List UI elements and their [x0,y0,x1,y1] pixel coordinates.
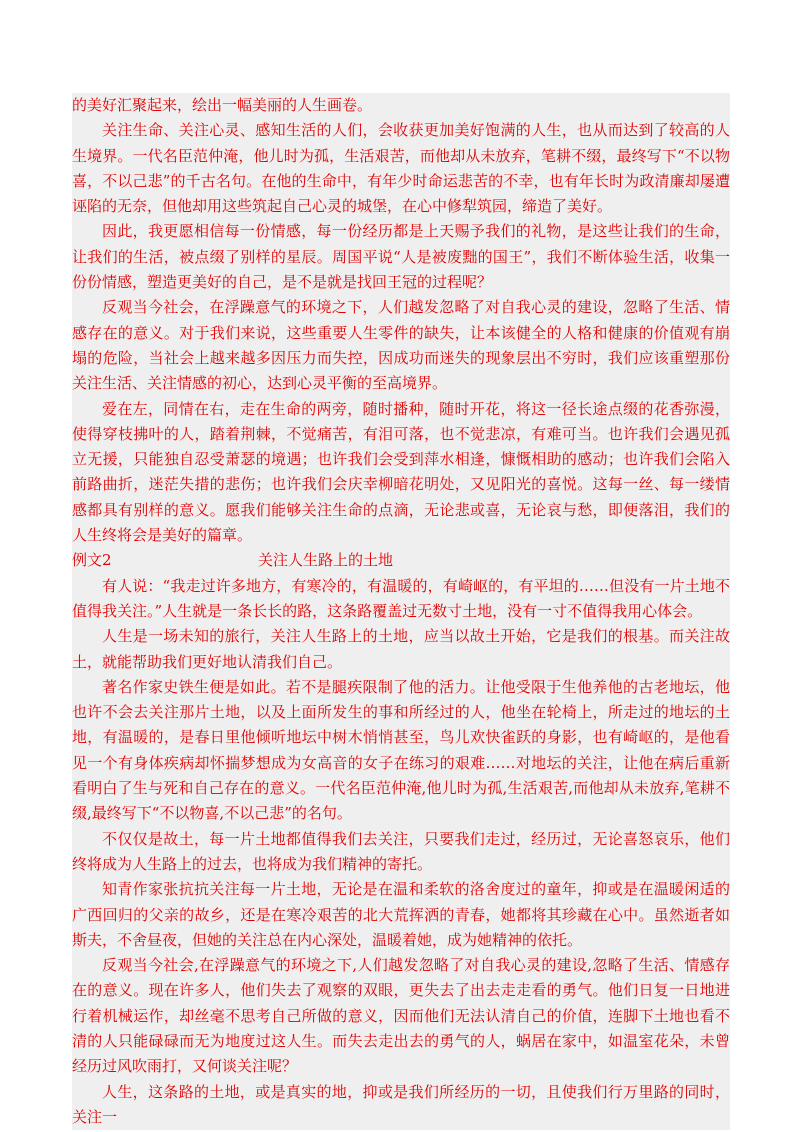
paragraph-top-5: 爱在左，同情在右，走在生命的两旁，随时播种，随时开花，将这一径长途点缀的花香弥漫，使得穿枝拂叶的人，踏着荆棘，不觉痛苦，有泪可落，也不觉悲凉，有难可当。也许我们会遇见孤立无援，只能独自忍受萧瑟的境遇；也许我们会受到萍水相逢，慷慨相助的感动；也许我们会陷入前路曲折，迷茫失措的悲伤；也许我们会庆幸柳暗花明处，又见阳光的喜悦。这每一丝、每一缕情感都具有别样的意义。愿我们能够关注生命的点滴，无论悲或喜，无论哀与愁，即便落泪，我们的人生终将会是美好的篇章。 [72,399,730,545]
paragraph-bottom-6: 反观当今社会,在浮躁意气的环境之下,人们越发忽略了对自我心灵的建设,忽略了生活、情感存在的意义。现在许多人，他们失去了观察的双眼，更失去了出去走走看的勇气。他们日复一日地进行着机械运作，却丝毫不思考自己所做的意义，因而他们无法认清自己的价值，连脚下土地也看不清的人只能碌碌而无为地度过这人生。而失去走出去的勇气的人，蜗居在家中，如温室花朵，未曾经历过风吹雨打，又何谈关注呢？ [72,956,730,1076]
paragraph-bottom-3: 著名作家史铁生便是如此。若不是腿疾限制了他的活力。让他受限于生他养他的古老地坛，他也许不会去关注那片土地，以及上面所发生的事和所经过的人，他坐在轮椅上，所走过的地坛的土地，有温暖的，是春日里他倾听地坛中树木悄悄甚至，鸟儿欢快雀跃的身影，也有崎岖的，是他看见一个有身体疾病却怀揣梦想成为女高音的女子在练习的艰难……对地坛的关注，让他在病后重新看明白了生与死和自己存在的意义。一代名臣范仲淹,他儿时为孤,生活艰苦,而他却从未放弃,笔耕不缀,最终写下“不以物喜,不以己悲”的名句。 [72,677,730,823]
paragraph-bottom-5: 知青作家张抗抗关注每一片土地，无论是在温和柔软的洛舍度过的童年，抑或是在温暖闲适的广西回归的父亲的故乡，还是在寒冷艰苦的北大荒挥洒的青春，她都将其珍藏在心中。虽然逝者如斯夫，不舍昼夜，但她的关注总在内心深处，温暖着她，成为她精神的依托。 [72,880,730,949]
paragraph-bottom-1: 有人说：“我走过许多地方，有寒冷的，有温暖的，有崎岖的，有平坦的……但没有一片土地不值得我关注。”人生就是一条长长的路，这条路覆盖过无数寸土地，没有一寸不值得我用心体会。 [72,576,730,620]
example-label: 例文2 [72,551,112,570]
paragraph-top-4: 反观当今社会，在浮躁意气的环境之下，人们越发忽略了对自我心灵的建设，忽略了生活、情感存在的意义。对于我们来说，这些重要人生零件的缺失，让本该健全的人格和健康的价值观有崩塌的危险，当社会上越来越多因压力而失控，因成功而迷失的现象层出不穷时，我们应该重塑那份关注生活、关注情感的初心，达到心灵平衡的至高境界。 [72,298,730,393]
paragraph-bottom-2: 人生是一场未知的旅行，关注人生路上的土地，应当以故土开始，它是我们的根基。而关注故土，就能帮助我们更好地认清我们自己。 [72,627,730,671]
example-heading [72,548,730,573]
paragraph-top-1: 的美好汇聚起来，绘出一幅美丽的人生画卷。 [72,96,373,114]
paragraph-bottom-7: 人生，这条路的土地，或是真实的地，抑或是我们所经历的一切，且使我们行万里路的同时，关注一 [72,1082,730,1126]
paragraph-top-2: 关注生命、关注心灵、感知生活的人们，会收获更加美好饱满的人生，也从而达到了较高的人生境界。一代名臣范仲淹，他儿时为孤，生活艰苦，而他却从未放弃，笔耕不缀，最终写下“不以物喜，不以己悲”的千古名句。在他的生命中，有年少时命运悲苦的不幸，也有年长时为政清廉却屡遭诬陷的无奈，但他却用这些筑起自己心灵的城堡，在心中修犁筑园，缔造了美好。 [72,121,730,216]
paragraph-bottom-4: 不仅仅是故土，每一片土地都值得我们去关注，只要我们走过，经历过，无论喜怒哀乐，他们终将成为人生路上的过去，也将成为我们精神的寄托。 [72,829,730,873]
paragraph-top-3: 因此，我更愿相信每一份情感，每一份经历都是上天赐予我们的礼物，是这些让我们的生命，让我们的生活，被点缀了别样的星辰。周国平说“人是被废黜的国王”，我们不断体验生活，收集一份份情感，塑造更美好的自己，是不是就是找回王冠的过程呢？ [72,222,730,292]
essay-text-block [72,93,730,1130]
example-title: 关注人生路上的土地 [258,551,394,570]
